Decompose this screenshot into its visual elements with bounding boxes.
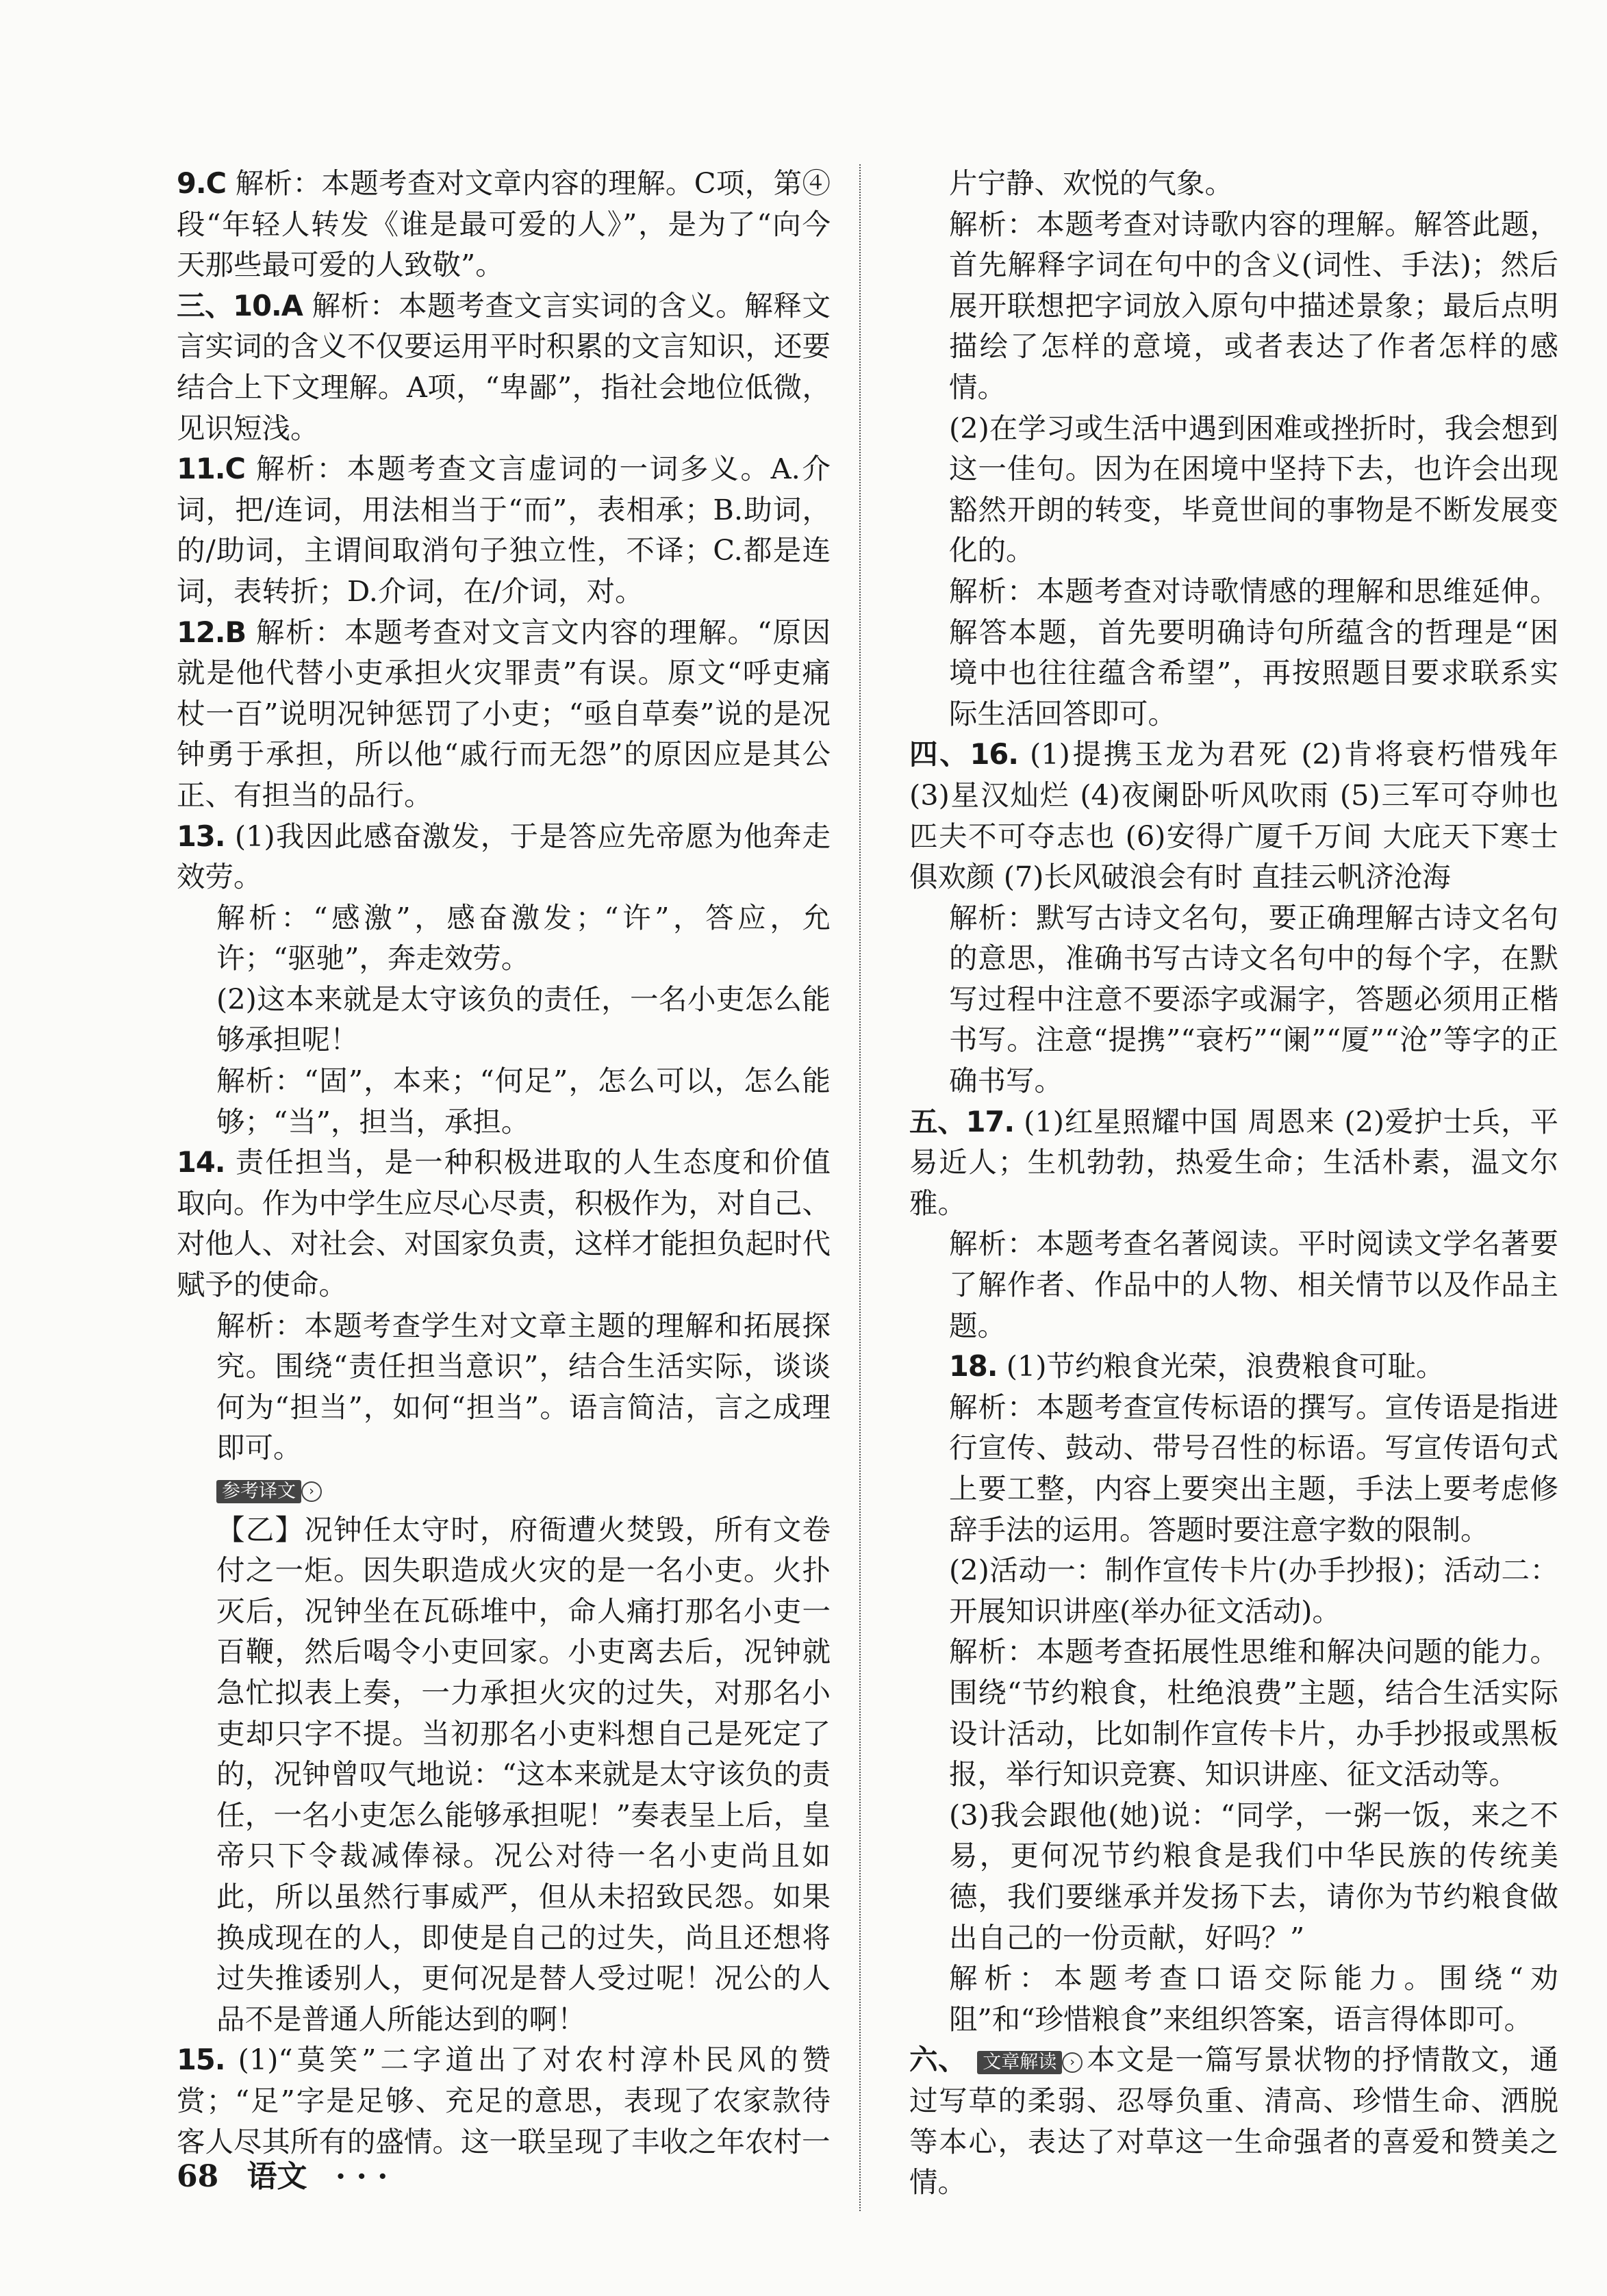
right-column bbox=[909, 163, 1558, 2203]
answer-paragraph bbox=[177, 979, 831, 1060]
question-number: 9.C bbox=[177, 166, 227, 200]
paragraph-text: 解析：本题考查学生对文章主题的理解和拓展探究。围绕“责任担当意识”，结合生活实际，谈谈何为“担当”，如何“担当”。语言简洁，言之成理即可。 bbox=[216, 1308, 831, 1465]
paragraph-text: (1)红星照耀中国 周恩来 (2)爱护士兵，平易近人；生机勃勃，热爱生命；生活朴素，温文尔雅。 bbox=[909, 1104, 1558, 1220]
paragraph-text: (1)节约粮食光荣，浪费粮食可耻。 bbox=[1006, 1349, 1445, 1383]
question-number: 六、 bbox=[909, 2043, 967, 2077]
paragraph-text: 解析：本题考查名著阅读。平时阅读文学名著要了解作者、作品中的人物、相关情节以及作品主题。 bbox=[949, 1227, 1558, 1342]
paragraph-text: (1)我因此感奋激发，于是答应先帝愿为他奔走效劳。 bbox=[177, 819, 831, 894]
question-number: 15. bbox=[177, 2043, 225, 2077]
arrow-icon: › bbox=[1062, 2052, 1083, 2073]
answer-paragraph bbox=[177, 612, 831, 816]
answer-paragraph bbox=[909, 1346, 1558, 1387]
answer-paragraph bbox=[909, 163, 1558, 204]
question-number: 13. bbox=[177, 819, 225, 853]
paragraph-text: 解析：本题考查拓展性思维和解决问题的能力。围绕“节约粮食，杜绝浪费”主题，结合生活实际设计活动，比如制作宣传卡片，办手抄报或黑板报，举行知识竞赛、知识讲座、征文活动等。 bbox=[949, 1635, 1558, 1791]
question-number: 18. bbox=[949, 1349, 998, 1383]
paragraph-text: 解析：“感激”，感奋激发；“许”，答应，允许；“驱驰”，奔走效劳。 bbox=[216, 900, 831, 975]
subject-label: 语文 bbox=[246, 2159, 307, 2194]
question-number: 11.C bbox=[177, 452, 245, 486]
answer-paragraph bbox=[909, 2039, 1558, 2202]
answer-paragraph bbox=[909, 1550, 1558, 1631]
paragraph-text: (1)“莫笑”二字道出了对农村淳朴民风的赞赏；“足”字是足够、充足的意思，表现了农家款待客人尽其所有的盛情。这一联呈现了丰收之年农村一 bbox=[177, 2043, 831, 2158]
answer-paragraph bbox=[909, 1958, 1558, 2039]
answer-paragraph bbox=[177, 2039, 831, 2162]
answer-paragraph bbox=[909, 1795, 1558, 1958]
section-tag: 文章解读 bbox=[977, 2051, 1062, 2074]
paragraph-text: 解析：本题考查宣传标语的撰写。宣传语是指进行宣传、鼓动、带号召性的标语。写宣传语句式上要工整，内容上要突出主题，手法上要考虑修辞手法的运用。答题时要注意字数的限制。 bbox=[949, 1390, 1558, 1546]
question-number: 12.B bbox=[177, 615, 246, 649]
paragraph-text: 解析：本题考查对文言文内容的理解。“原因就是他代替小吏承担火灾罪责”有误。原文“呼吏痛杖一百”说明况钟惩罚了小吏；“亟自草奏”说的是况钟勇于承担，所以他“戚行而无怨”的原因应是其公正、有担当的品行。 bbox=[177, 615, 831, 812]
answer-paragraph bbox=[177, 1142, 831, 1305]
paragraph-text: 解析：“固”，本来；“何足”，怎么可以，怎么能够；“当”，担当，承担。 bbox=[216, 1064, 831, 1138]
answer-paragraph bbox=[909, 204, 1558, 408]
question-number: 四、16. bbox=[909, 737, 1019, 771]
column-divider bbox=[859, 164, 861, 2211]
answer-paragraph bbox=[177, 448, 831, 611]
section-tag: 参考译文 bbox=[216, 1480, 301, 1503]
answer-paragraph bbox=[177, 1060, 831, 1142]
answer-paragraph bbox=[177, 1468, 831, 1509]
paragraph-text: 解析：本题考查对诗歌情感的理解和思维延伸。解答本题，首先要明确诗句所蕴含的哲理是“困境中也往往蕴含希望”，再按照题目要求联系实际生活回答即可。 bbox=[949, 574, 1558, 730]
page-number: 68 bbox=[177, 2159, 219, 2194]
answer-paragraph bbox=[909, 734, 1558, 897]
paragraph-text: (2)活动一：制作宣传卡片(办手抄报)；活动二：开展知识讲座(举办征文活动)。 bbox=[949, 1553, 1558, 1628]
paragraph-text: 解析：本题考查文言实词的含义。解释文言实词的含义不仅要运用平时积累的文言知识，还要结合上下文理解。A项，“卑鄙”，指社会地位低微，见识短浅。 bbox=[177, 288, 831, 445]
answer-paragraph bbox=[909, 1101, 1558, 1224]
footer-dots: · · · bbox=[335, 2159, 388, 2194]
paragraph-text: 解析：默写古诗文名句，要正确理解古诗文名句的意思，准确书写古诗文名句中的每个字，在默写过程中注意不要添字或漏字，答题必须用正楷书写。注意“提携”“衰朽”“阑”“厦”“沧”等字的正确书写。 bbox=[949, 900, 1558, 1098]
left-column bbox=[177, 163, 831, 2162]
answer-paragraph bbox=[177, 897, 831, 979]
answer-paragraph bbox=[177, 285, 831, 448]
page-footer bbox=[177, 2152, 405, 2195]
paragraph-text: 本文是一篇写景状物的抒情散文，通过写草的柔弱、忍辱负重、清高、珍惜生命、洒脱等本心，表达了对草这一生命强者的喜爱和赞美之情。 bbox=[909, 2043, 1558, 2199]
answer-paragraph bbox=[909, 1631, 1558, 1794]
arrow-icon: › bbox=[301, 1481, 322, 1502]
answer-paragraph bbox=[177, 1305, 831, 1468]
paragraph-text: 解析：本题考查对诗歌内容的理解。解答此题，首先解释字词在句中的含义(词性、手法)；然后展开联想把字词放入原句中描述景象；最后点明描绘了怎样的意境，或者表达了作者怎样的感情。 bbox=[949, 207, 1558, 404]
answer-paragraph bbox=[909, 1223, 1558, 1346]
paragraph-text: 解析：本题考查文言虚词的一词多义。A.介词，把/连词，用法相当于“而”，表相承；B.助词，的/助词，主谓间取消句子独立性，不译；C.都是连词，表转折；D.介词，在/介词，对。 bbox=[177, 452, 831, 608]
question-number: 14. bbox=[177, 1145, 225, 1179]
paragraph-text: 解析：本题考查口语交际能力。围绕“劝阻”和“珍惜粮食”来组织答案，语言得体即可。 bbox=[949, 1961, 1558, 2036]
paragraph-text: 责任担当，是一种积极进取的人生态度和价值取向。作为中学生应尽心尽责，积极作为，对自己、对他人、对社会、对国家负责，这样才能担负起时代赋予的使命。 bbox=[177, 1145, 831, 1302]
answer-paragraph bbox=[177, 816, 831, 897]
paragraph-text: 解析：本题考查对文章内容的理解。C项，第④段“年轻人转发《谁是最可爱的人》”，是为了“向今天那些最可爱的人致敬”。 bbox=[177, 166, 831, 282]
paragraph-text: (2)在学习或生活中遇到困难或挫折时，我会想到这一佳句。因为在困境中坚持下去，也许会出现豁然开朗的转变，毕竟世间的事物是不断发展变化的。 bbox=[949, 411, 1558, 567]
answer-paragraph bbox=[909, 1387, 1558, 1550]
paragraph-text: 【乙】况钟任太守时，府衙遭火焚毁，所有文卷付之一炬。因失职造成火灾的是一名小吏。火扑灭后，况钟坐在瓦砾堆中，命人痛打那名小吏一百鞭，然后喝令小吏回家。小吏离去后，况钟就急忙拟表上奏，一力承担火灾的过失，对那名小吏却只字不提。当初那名小吏料想自己是死定了的，况钟曾叹气地说：“这本来就是太守该负的责任，一名小吏怎么能够承担呢！”奏表呈上后，皇帝只下令裁减俸禄。况公对待一名小吏尚且如此，所以虽然行事威严，但从未招致民怨。如果换成现在的人，即使是自己的过失，尚且还想将过失推诿别人，更何况是替人受过呢！况公的人品不是普通人所能达到的啊！ bbox=[216, 1512, 831, 2036]
answer-paragraph bbox=[177, 163, 831, 285]
answer-paragraph bbox=[909, 897, 1558, 1101]
answer-paragraph bbox=[909, 571, 1558, 734]
question-number: 三、10.A bbox=[177, 288, 303, 322]
answer-paragraph bbox=[177, 1509, 831, 2040]
answer-paragraph bbox=[909, 408, 1558, 571]
paragraph-text: 片宁静、欢悦的气象。 bbox=[949, 166, 1234, 200]
question-number: 五、17. bbox=[909, 1104, 1015, 1138]
paragraph-text: (3)我会跟他(她)说：“同学，一粥一饭，来之不易，更何况节约粮食是我们中华民族的传统美德，我们要继承并发扬下去，请你为节约粮食做出自己的一份贡献，好吗？” bbox=[949, 1798, 1558, 1954]
paragraph-text: (1)提携玉龙为君死 (2)肯将衰朽惜残年 (3)星汉灿烂 (4)夜阑卧听风吹雨 (5)三军可夺帅也 匹夫不可夺志也 (6)安得广厦千万间 大庇天下寒士俱欢颜 (7)长风破浪会有时 直挂云帆济沧海 bbox=[909, 737, 1558, 894]
paragraph-text: (2)这本来就是太守该负的责任，一名小吏怎么能够承担呢！ bbox=[216, 982, 831, 1057]
